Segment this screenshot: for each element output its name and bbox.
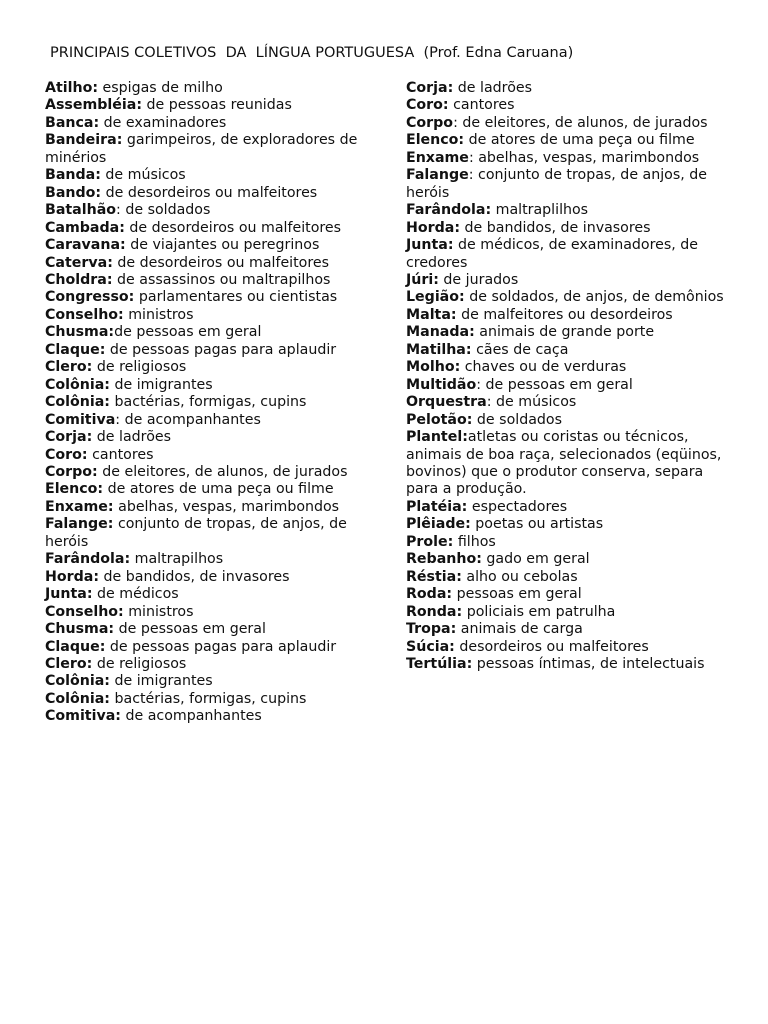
collective-definition: : de acompanhantes [115, 411, 261, 428]
collective-entry [406, 429, 736, 499]
collective-definition: de acompanhantes [120, 708, 262, 725]
collective-entry [45, 604, 375, 621]
collective-term: Pelotão: [406, 411, 473, 428]
collective-term: Molho: [406, 359, 461, 376]
collective-term: Clero: [45, 359, 93, 376]
collective-definition: chaves ou de verduras [460, 359, 627, 376]
collective-definition: espectadores [467, 498, 568, 515]
collective-definition: pessoas íntimas, de intelectuais [472, 655, 705, 672]
collective-entry [406, 237, 736, 272]
collective-entry [45, 289, 375, 306]
collective-term: Coro: [406, 97, 449, 114]
collective-definition: de médicos, de examinadores, de credores [406, 237, 699, 271]
collective-entry [45, 359, 375, 376]
left-column [45, 80, 375, 726]
collective-term: Elenco: [45, 481, 104, 498]
collective-definition: de imigrantes [109, 673, 213, 690]
collective-entry [406, 639, 736, 656]
collective-term: Chusma: [45, 324, 115, 341]
collective-entry [45, 621, 375, 638]
collective-term: Colônia: [45, 690, 110, 707]
collective-entry [45, 237, 375, 254]
collective-entry [45, 586, 375, 603]
page-title: PRINCIPAIS COLETIVOS DA LÍNGUA PORTUGUESA (Prof. Edna Caruana) [50, 45, 574, 61]
collective-term: Farândola: [406, 202, 492, 219]
collective-entry [406, 412, 736, 429]
collective-term: Chusma: [45, 621, 115, 638]
collective-definition: de médicos [92, 586, 179, 603]
collective-definition: conjunto de tropas, de anjos, de heróis [45, 516, 347, 550]
collective-term: Junta: [406, 237, 454, 254]
collective-term: Platéia: [406, 498, 468, 515]
collective-entry [406, 569, 736, 586]
collective-term: Comitiva [45, 411, 116, 428]
collective-term: Clero: [45, 655, 93, 672]
collective-entry [45, 202, 375, 219]
collective-definition: de músicos [100, 167, 186, 184]
collective-term: Banda: [45, 167, 101, 184]
collective-definition: de soldados [472, 411, 562, 428]
collective-definition: de desordeiros ou malfeitores [101, 184, 318, 201]
collective-term: Atilho: [45, 80, 99, 96]
collective-term: Falange [406, 167, 469, 184]
collective-definition: de atores de uma peça ou filme [103, 481, 334, 498]
collective-entry [406, 621, 736, 638]
collective-entry [45, 80, 375, 97]
collective-entry [45, 307, 375, 324]
collective-term: Plêiade: [406, 516, 471, 533]
collective-definition: cantores [448, 97, 515, 114]
collective-term: Rebanho: [406, 551, 482, 568]
collective-definition: de viajantes ou peregrinos [125, 237, 320, 254]
collective-term: Corja: [406, 80, 454, 96]
collective-definition: gado em geral [481, 551, 590, 568]
collective-definition: de religiosos [92, 655, 187, 672]
collective-term: Manada: [406, 324, 475, 341]
collective-term: Júri: [406, 271, 439, 288]
collective-term: Horda: [406, 219, 461, 236]
collective-definition: de pessoas em geral [114, 621, 266, 638]
collective-definition: : de pessoas em geral [476, 376, 633, 393]
collective-definition: de malfeitores ou desordeiros [456, 306, 673, 323]
collective-entry [45, 220, 375, 237]
collective-definition: : conjunto de tropas, de anjos, de heróis [406, 167, 708, 201]
collective-definition: de examinadores [99, 114, 227, 131]
collective-term: Junta: [45, 586, 93, 603]
collective-entry [406, 534, 736, 551]
collective-term: Elenco: [406, 132, 465, 149]
collective-entry [406, 516, 736, 533]
collective-term: Claque: [45, 341, 106, 358]
collective-term: Corpo [406, 114, 454, 131]
collective-definition: de bandidos, de invasores [99, 568, 290, 585]
collective-entry [45, 464, 375, 481]
collective-entry [406, 307, 736, 324]
collective-definition: espigas de milho [98, 80, 223, 96]
collective-entry [406, 167, 736, 202]
collective-term: Congresso: [45, 289, 135, 306]
collective-entry [45, 132, 375, 167]
collective-definition: : de soldados [116, 202, 211, 219]
collective-definition: pessoas em geral [452, 586, 582, 603]
collective-term: Colônia: [45, 394, 110, 411]
collective-term: Plantel: [406, 429, 468, 446]
collective-entry [406, 132, 736, 149]
collective-entry [45, 342, 375, 359]
collective-definition: de pessoas pagas para aplaudir [105, 341, 337, 358]
collective-entry [45, 394, 375, 411]
collective-entry [406, 272, 736, 289]
collective-term: Roda: [406, 586, 453, 603]
collective-term: Horda: [45, 568, 100, 585]
collective-definition: de bandidos, de invasores [460, 219, 651, 236]
collective-entry [45, 656, 375, 673]
collective-entry [45, 551, 375, 568]
collective-definition: desordeiros ou malfeitores [454, 638, 649, 655]
collective-term: Corja: [45, 429, 93, 446]
collective-definition: de jurados [438, 271, 519, 288]
collective-entry [45, 324, 375, 341]
collective-term: Choldra: [45, 271, 113, 288]
collective-term: Tertúlia: [406, 655, 473, 672]
collective-definition: de desordeiros ou malfeitores [124, 219, 342, 236]
collective-definition: : de eleitores, de alunos, de jurados [453, 114, 708, 131]
collective-entry [45, 185, 375, 202]
collective-entry [406, 115, 736, 132]
collective-entry [45, 708, 375, 725]
collective-definition: atletas ou coristas ou técnicos, animais de boa raça, selecionados (eqüinos, bovinos) que o produtor conserva, separa para a produção. [406, 429, 722, 498]
collective-entry [45, 255, 375, 272]
collective-term: Farândola: [45, 551, 131, 568]
collective-entry [406, 80, 736, 97]
collective-term: Orquestra [406, 394, 487, 411]
collective-entry [45, 115, 375, 132]
collective-definition: de religiosos [92, 359, 187, 376]
collective-definition: garimpeiros, de exploradores de minérios [45, 132, 358, 166]
collective-term: Legião: [406, 289, 465, 306]
collective-definition: maltrapilhos [130, 551, 224, 568]
collective-entry [406, 394, 736, 411]
collective-entry [45, 377, 375, 394]
collective-entry [406, 359, 736, 376]
collective-entry [45, 673, 375, 690]
collective-entry [45, 691, 375, 708]
collective-term: Súcia: [406, 638, 455, 655]
collective-term: Caterva: [45, 254, 113, 271]
collective-term: Claque: [45, 638, 106, 655]
collective-entry [406, 289, 736, 306]
collective-term: Caravana: [45, 237, 126, 254]
collective-term: Colônia: [45, 673, 110, 690]
collective-term: Matilha: [406, 341, 472, 358]
collective-definition: bactérias, formigas, cupins [109, 690, 307, 707]
collective-entry [45, 272, 375, 289]
collective-entry [406, 202, 736, 219]
collective-entry [45, 167, 375, 184]
collective-definition: animais de carga [456, 621, 583, 638]
collective-definition: policiais em patrulha [462, 603, 616, 620]
collective-term: Multidão [406, 376, 477, 393]
collective-entry [45, 639, 375, 656]
collective-term: Bandeira: [45, 132, 123, 149]
collective-entry [45, 516, 375, 551]
collective-definition: : de músicos [486, 394, 577, 411]
collective-term: Réstia: [406, 568, 462, 585]
collective-definition: cantores [87, 446, 154, 463]
collective-term: Batalhão [45, 202, 117, 219]
collective-term: Enxame [406, 149, 469, 166]
collective-definition: maltraplilhos [491, 202, 589, 219]
collective-definition: : abelhas, vespas, marimbondos [468, 149, 700, 166]
collective-definition: filhos [453, 533, 496, 550]
collective-definition: poetas ou artistas [470, 516, 604, 533]
collective-term: Assembléia: [45, 97, 143, 114]
collective-definition: ministros [123, 306, 194, 323]
collective-term: Conselho: [45, 306, 124, 323]
collective-term: Cambada: [45, 219, 125, 236]
collective-entry [406, 342, 736, 359]
collective-entry [45, 97, 375, 114]
collective-definition: de pessoas pagas para aplaudir [105, 638, 337, 655]
collective-entry [406, 586, 736, 603]
collective-term: Tropa: [406, 621, 457, 638]
collective-entry [45, 429, 375, 446]
collective-entry [45, 447, 375, 464]
collective-term: Colônia: [45, 376, 110, 393]
collective-definition: de ladrões [92, 429, 171, 446]
collective-definition: parlamentares ou cientistas [134, 289, 338, 306]
collective-entry [45, 412, 375, 429]
collective-term: Comitiva: [45, 708, 121, 725]
collective-entry [406, 220, 736, 237]
collective-entry [406, 499, 736, 516]
collective-definition: ministros [123, 603, 194, 620]
collective-definition: abelhas, vespas, marimbondos [113, 498, 340, 515]
collective-definition: de imigrantes [109, 376, 213, 393]
collective-entry [406, 377, 736, 394]
collective-definition: de atores de uma peça ou filme [464, 132, 695, 149]
collective-entry [406, 604, 736, 621]
collective-term: Coro: [45, 446, 88, 463]
collective-definition: alho ou cebolas [461, 568, 578, 585]
collective-definition: de eleitores, de alunos, de jurados [97, 463, 348, 480]
collective-definition: de ladrões [453, 80, 532, 96]
collective-definition: de pessoas reunidas [142, 97, 292, 114]
collective-entry [406, 97, 736, 114]
collective-definition: bactérias, formigas, cupins [109, 394, 307, 411]
collective-definition: de pessoas em geral [114, 324, 262, 341]
collective-term: Banca: [45, 114, 100, 131]
collective-definition: de desordeiros ou malfeitores [112, 254, 329, 271]
collective-term: Bando: [45, 184, 102, 201]
collective-entry [45, 481, 375, 498]
collective-entry [406, 656, 736, 673]
collective-term: Enxame: [45, 498, 114, 515]
collective-term: Ronda: [406, 603, 463, 620]
collective-term: Malta: [406, 306, 457, 323]
collective-term: Corpo: [45, 463, 98, 480]
collective-definition: de assassinos ou maltrapilhos [112, 271, 331, 288]
collective-definition: cães de caça [471, 341, 569, 358]
collective-definition: animais de grande porte [474, 324, 655, 341]
collective-entry [406, 551, 736, 568]
collective-entry [406, 150, 736, 167]
right-column [406, 80, 736, 673]
collective-term: Conselho: [45, 603, 124, 620]
collective-term: Falange: [45, 516, 114, 533]
collective-entry [45, 499, 375, 516]
collective-term: Prole: [406, 533, 454, 550]
collective-entry [45, 569, 375, 586]
collective-entry [406, 324, 736, 341]
collective-definition: de soldados, de anjos, de demônios [464, 289, 724, 306]
